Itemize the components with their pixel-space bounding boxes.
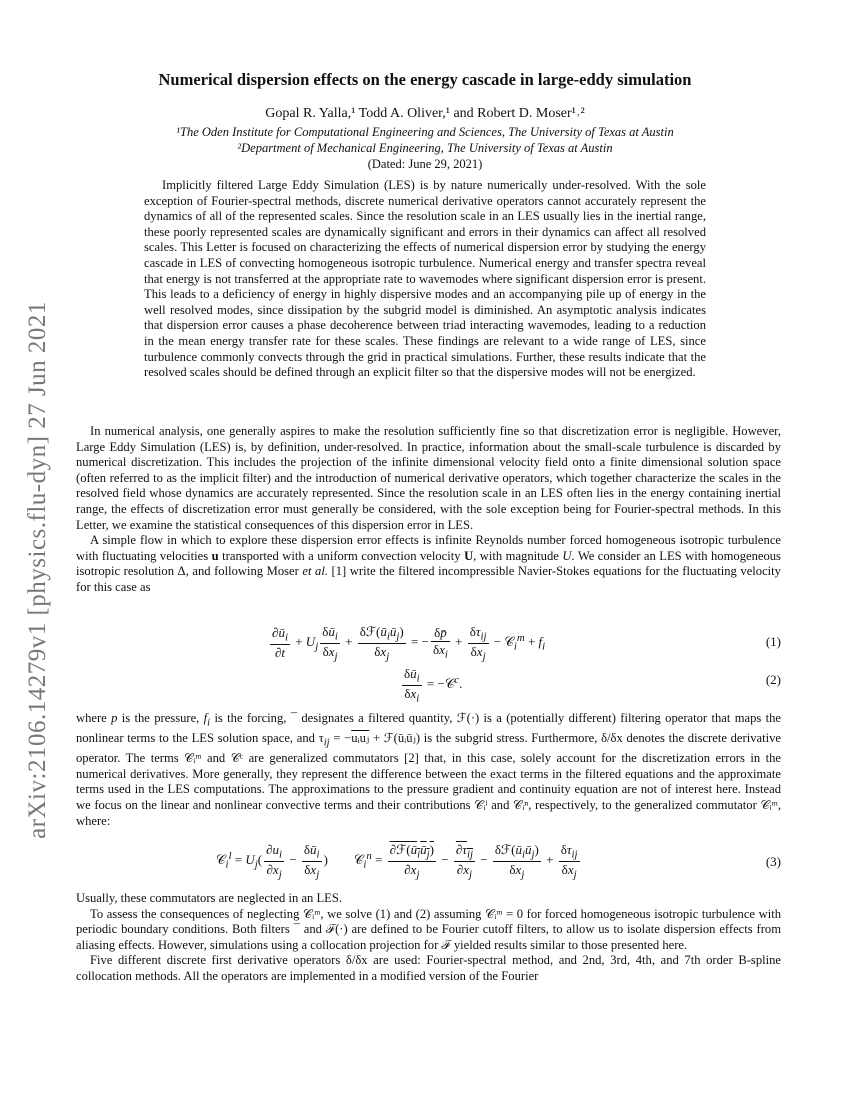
equation-3-number: (3) <box>765 854 781 869</box>
arxiv-sidebar <box>18 260 58 880</box>
paragraph-operators: Five different discrete first derivative operators δ/δx are used: Fourier-spectral method, and 2nd, 3rd, 4th, and 7th order B-spline collocation methods. All the operators are implemented in a modified version of the Fourier <box>76 953 781 983</box>
body-section-2 <box>76 711 781 829</box>
equation-1 <box>76 624 781 664</box>
paragraph-intro: In numerical analysis, one generally aspires to make the resolution sufficiently fine so that discretization error is negligible. However, Large Eddy Simulation (LES) is, by definition, under-resolved. In practice, information about the small-scale turbulence is discarded by numerical discretization. This includes the projection of the infinite dimensional velocity field onto a finite dimensional solution space (often referred to as the implicit filter) and the introduction of numerical derivative operators, which together characterize the scales in the resolved field whose dynamics are accurately represented. Since the resolution scale in an LES often lies in the energy containing inertial range, the effects of discretization error must generally be considered, with the sole exception being for Fourier-spectral methods. In this Letter, we examine the statistical consequences of this dispersion error in LES. <box>76 424 781 532</box>
author-list: Gopal R. Yalla,¹ Todd A. Oliver,¹ and Robert D. Moser¹˒² <box>265 106 585 121</box>
paper-title: Numerical dispersion effects on the energy cascade in large-eddy simulation <box>158 70 692 89</box>
body-section-1 <box>76 424 781 596</box>
paragraph-commutators: where p is the pressure, $f_i$ is the forcing, ¯ designates a filtered quantity, ℱ(·) is a (potentially different) filtering operator that maps the nonlinear terms to the LES solution space, and $\tau_{ij}$ = −uᵢuⱼ + ℱ(ūᵢūⱼ) is the subgrid stress. Furthermore, δ/δx denotes the discrete derivative operator. The terms 𝒞ᵢᵐ and 𝒞ᶜ are generalized commutators [2] that, in this case, solely account for the discretization errors in the numerical derivatives. More generally, they represent the difference between the exact terms in the filtered equations and the approximate terms used in the LES computations. The approximations to the pressure gradient and continuity equation are not of interest here. Instead we focus on the linear and nonlinear convective terms and their contributions 𝒞ᵢˡ and 𝒞ᵢⁿ, respectively, to the generalized commutator 𝒞ᵢᵐ, where: <box>76 711 781 828</box>
paragraph-usually: Usually, these commutators are neglected in an LES. <box>76 891 343 905</box>
equation-1-number: (1) <box>765 634 781 649</box>
paragraph-assess: To assess the consequences of neglecting 𝒞ᵢᵐ, we solve (1) and (2) assuming 𝒞ᵢᵐ = 0 for forced homogeneous isotropic turbulence with periodic boundary conditions. Both filters ¯ and ℱ(·) are defined to be Fourier cutoff filters, to allow us to isolate dispersion effects from aliasing effects. However, simulations using a collocation projection for ℱ yielded results similar to those presented here. <box>76 906 781 952</box>
equation-2-body: $\frac{\delta ū_i}{\delta x_i}$ = −𝒞$^c$. <box>404 666 463 705</box>
arxiv-identifier: arXiv:2106.14279v1 [physics.flu-dyn] 27 Jun 2021 <box>24 301 51 839</box>
equation-1-body: $\frac{\partial ū_i}{\partial t}$ + $U_j$ $\frac{\delta ū_i}{\delta x_j}$ + $\frac{\delta ℱ(ū_iū_j)}{\delta x_j}$ = − $\frac{\delta p̄}{\delta x_i}$ + $\frac{\delta\tau_{ij}}{\delta x_j}$ − 𝒞$_i^m$ + $f_i$ <box>272 624 546 663</box>
equation-3 <box>76 842 781 888</box>
date-line: (Dated: June 29, 2021) <box>367 157 483 171</box>
abstract: Implicitly filtered Large Eddy Simulation (LES) is by nature numerically under-resolved. With the sole exception of Fourier-spectral methods, discrete numerical derivative operators cannot accurately represent the dynamics of all of the represented scales. Since the resolution scale in an LES usually lies in the inertial range, these poorly represented scales are dynamically significant and errors in their dynamics can affect all resolved scales. This Letter is focused on characterizing the effects of numerical dispersion error by studying the energy cascade in LES of convecting homogeneous isotropic turbulence. Numerical energy and transfer spectra reveal that energy is not transferred at the appropriate rate to wavemodes where significant dispersion error is present. This leads to a deficiency of energy in highly dispersive modes and an accompanying pile up of energy in the well resolved modes, since dissipation by the subgrid model is diminished. An asymptotic analysis indicates that dispersion error causes a phase decoherence between triad interacting wavemodes, leading to a reduction in the mean energy transfer rate for these scales. These findings are relevant to a wide range of LES, since turbulence commonly convects through the grid in practical simulations. Further, these results indicate that the resolved scales should be defined through an explicit filter so that the dispersive modes will not be energized. <box>144 178 706 380</box>
equation-2-number: (2) <box>765 672 781 687</box>
body-section-3 <box>76 891 781 985</box>
equation-2 <box>76 666 781 704</box>
equation-3-body: 𝒞$_i^l$ = $U_j$( $\frac{\partial u_i}{\partial x_j}$ − $\frac{\delta ū_i}{\delta x_j}$ ) 𝒞$_i^n$ = $\frac{\partial ℱ(ū_iū_j)}{\partial x_j}$ − $\frac{\partial\tau_{ij}}{\partial x_j}$ − $\frac{\delta ℱ(ū_iū_j)}{\delta x_j}$ + $\frac{\delta\tau_{ij}}{\delta x_j}$ <box>216 842 578 881</box>
affiliation-1: ¹The Oden Institute for Computational Engineering and Sciences, The University of Texas at Austin <box>176 125 674 139</box>
paragraph-flow-setup: A simple flow in which to explore these dispersion error effects is infinite Reynolds number forced homogeneous isotropic turbulence with fluctuating velocities u transported with a uniform convection velocity U, with magnitude U. We consider an LES with homogeneous isotropic resolution Δ, and following Moser et al. [1] write the filtered incompressible Navier-Stokes equations for the fluctuating velocity for this case as <box>76 533 781 594</box>
affiliation-2: ²Department of Mechanical Engineering, The University of Texas at Austin <box>237 141 613 155</box>
